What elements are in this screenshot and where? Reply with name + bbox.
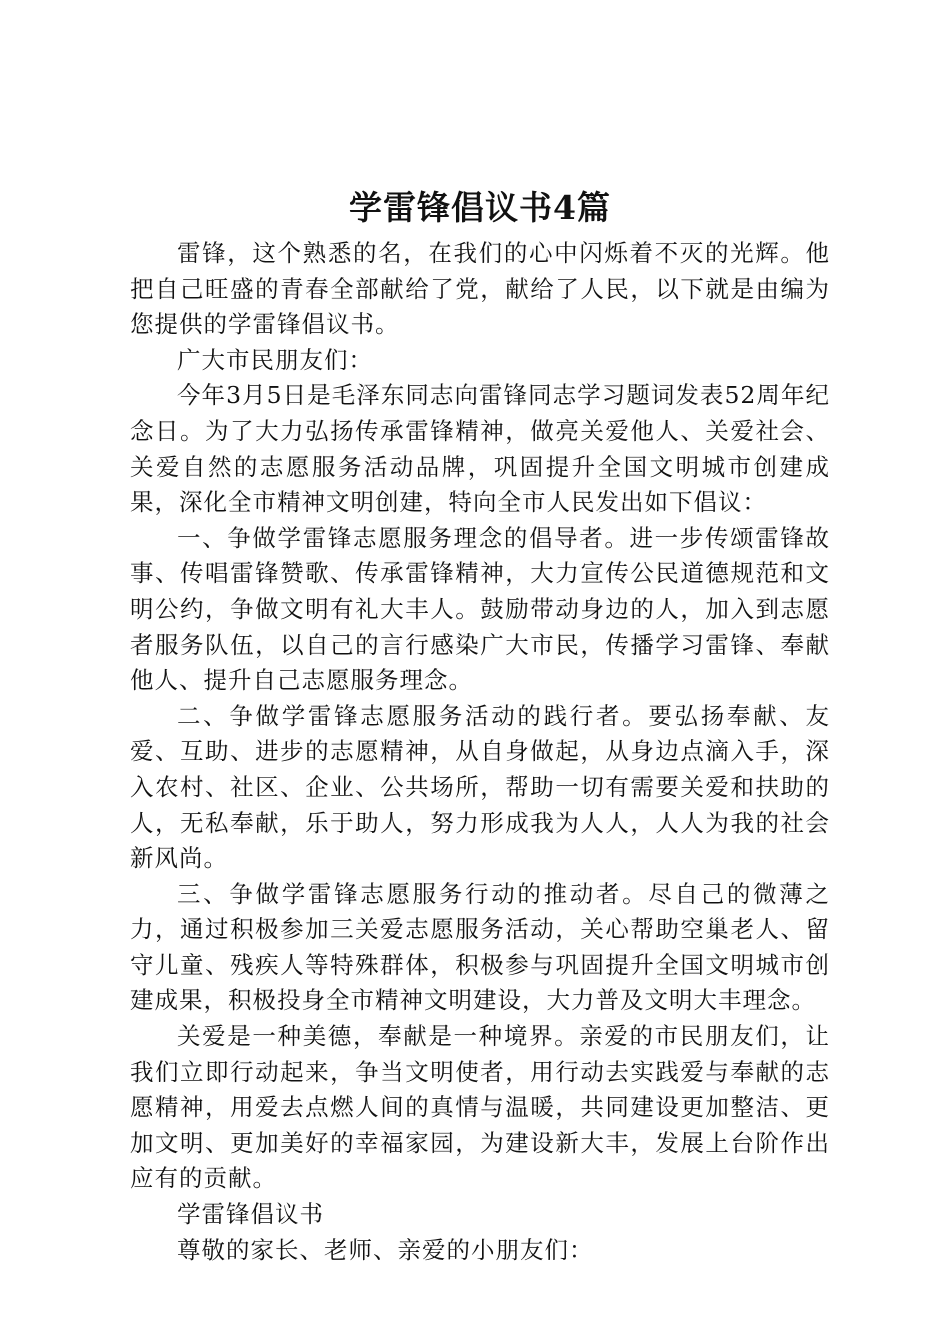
paragraph-intro: 雷锋，这个熟悉的名，在我们的心中闪烁着不灭的光辉。他把自己旺盛的青春全部献给了党，献给了人民，以下就是由编为您提供的学雷锋倡议书。 <box>130 239 830 339</box>
paragraph-salutation: 广大市民朋友们： <box>177 345 373 374</box>
paragraph-point-3: 三、争做学雷锋志愿服务行动的推动者。尽自己的微薄之力，通过积极参加三关爱志愿服务活动，关心帮助空巢老人、留守儿童、残疾人等特殊群体，积极参与巩固提升全国文明城市创建成果，积极投身全市精神文明建设，大力普及文明大丰理念。 <box>130 879 830 1015</box>
paragraph-background: 今年3月5日是毛泽东同志向雷锋同志学习题词发表52周年纪念日。为了大力弘扬传承雷锋精神，做亮关爱他人、关爱社会、关爱自然的志愿服务活动品牌，巩固提升全国文明城市创建成果，深化全市精神文明创建，特向全市人民发出如下倡议： <box>130 381 830 517</box>
paragraph-point-2: 二、争做学雷锋志愿服务活动的践行者。要弘扬奉献、友爱、互助、进步的志愿精神，从自身做起，从身边点滴入手，深入农村、社区、企业、公共场所，帮助一切有需要关爱和扶助的人，无私奉献，乐于助人，努力形成我为人人，人人为我的社会新风尚。 <box>130 701 830 873</box>
paragraph-point-1: 一、争做学雷锋志愿服务理念的倡导者。进一步传颂雷锋故事、传唱雷锋赞歌、传承雷锋精神，大力宣传公民道德规范和文明公约，争做文明有礼大丰人。鼓励带动身边的人，加入到志愿者服务队伍，以自己的言行感染广大市民，传播学习雷锋、奉献他人、提升自己志愿服务理念。 <box>130 523 830 695</box>
document-title: 学雷锋倡议书4篇 <box>349 188 611 227</box>
paragraph-subheading: 学雷锋倡议书 <box>177 1200 324 1229</box>
paragraph-closing: 关爱是一种美德，奉献是一种境界。亲爱的市民朋友们，让我们立即行动起来，争当文明使者，用行动去实践爱与奉献的志愿精神，用爱去点燃人间的真情与温暖，共同建设更加整洁、更加文明、更加美好的幸福家园，为建设新大丰，发展上台阶作出应有的贡献。 <box>130 1022 830 1193</box>
paragraph-salutation-2: 尊敬的家长、老师、亲爱的小朋友们： <box>177 1235 594 1264</box>
document-page <box>130 183 830 1268</box>
